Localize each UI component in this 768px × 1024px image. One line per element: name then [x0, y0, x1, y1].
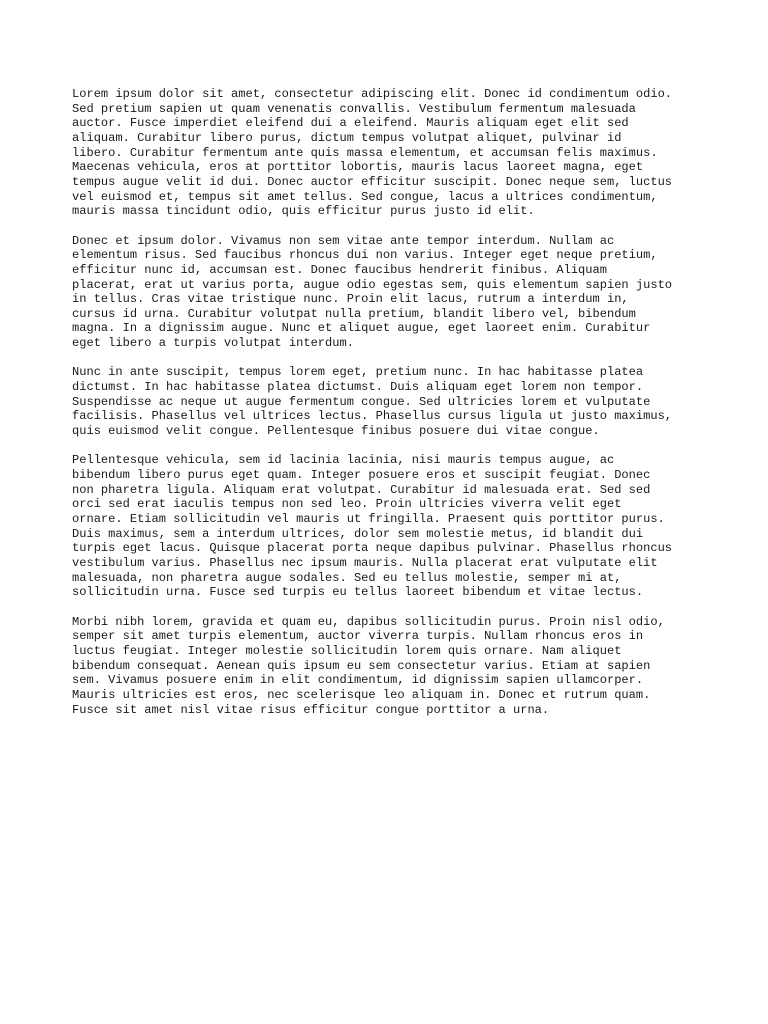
- paragraph-2: Donec et ipsum dolor. Vivamus non sem vitae ante tempor interdum. Nullam ac elementum risus. Sed faucibus rhoncus dui non varius. Integer eget neque pretium, efficitur nunc id, accumsan est. Donec faucibus hendrerit finibus. Aliquam placerat, erat ut varius porta, augue odio egestas sem, quis elementum sapien justo in tellus. Cras vitae tristique nunc. Proin elit lacus, rutrum a interdum in, cursus id urna. Curabitur volutpat nulla pretium, blandit libero vel, bibendum magna. In a dignissim augue. Nunc et aliquet augue, eget laoreet enim. Curabitur eget libero a turpis volutpat interdum.: [72, 233, 673, 351]
- paragraph-4: Pellentesque vehicula, sem id lacinia lacinia, nisi mauris tempus augue, ac bibendum libero purus eget quam. Integer posuere eros et suscipit feugiat. Donec non pharetra ligula. Aliquam erat volutpat. Curabitur id malesuada erat. Sed sed orci sed erat iaculis tempus non sed leo. Proin ultricies viverra velit eget ornare. Etiam sollicitudin vel mauris ut fringilla. Praesent quis porttitor purus. Duis maximus, sem a interdum ultrices, dolor sem molestie metus, id blandit dui turpis eget lacus. Quisque placerat porta neque dapibus pulvinar. Phasellus rhoncus vestibulum varius. Phasellus nec ipsum mauris. Nulla placerat erat vulputate elit malesuada, non pharetra augue sodales. Sed eu tellus molestie, semper mi at, sollicitudin urna. Fusce sed turpis eu tellus laoreet bibendum et vitae lectus.: [72, 453, 673, 600]
- paragraph-1: Lorem ipsum dolor sit amet, consectetur adipiscing elit. Donec id condimentum odio. Sed pretium sapien ut quam venenatis convallis. Vestibulum fermentum malesuada auctor. Fusce imperdiet eleifend dui a eleifend. Mauris aliquam eget elit sed aliquam. Curabitur libero purus, dictum tempus volutpat aliquet, pulvinar id libero. Curabitur fermentum ante quis massa elementum, et accumsan felis maximus. Maecenas vehicula, eros at porttitor lobortis, mauris lacus laoreet magna, eget tempus augue velit id dui. Donec auctor efficitur suscipit. Donec neque sem, luctus vel euismod et, tempus sit amet tellus. Sed congue, lacus a ultrices condimentum, mauris massa tincidunt odio, quis efficitur purus justo id elit.: [72, 87, 673, 219]
- paragraph-3: Nunc in ante suscipit, tempus lorem eget, pretium nunc. In hac habitasse platea dictumst. In hac habitasse platea dictumst. Duis aliquam eget lorem non tempor. Suspendisse ac neque ut augue fermentum congue. Sed ultricies lorem et vulputate facilisis. Phasellus vel ultrices lectus. Phasellus cursus ligula ut justo maximus, quis euismod velit congue. Pellentesque finibus posuere dui vitae congue.: [72, 365, 673, 439]
- paragraph-5: Morbi nibh lorem, gravida et quam eu, dapibus sollicitudin purus. Proin nisl odio, semper sit amet turpis elementum, auctor viverra turpis. Nullam rhoncus eros in luctus feugiat. Integer molestie sollicitudin lorem quis ornare. Nam aliquet bibendum consequat. Aenean quis ipsum eu sem consectetur varius. Etiam at sapien sem. Vivamus posuere enim in elit condimentum, id dignissim sapien ullamcorper. Mauris ultricies est eros, nec scelerisque leo aliquam in. Donec et rutrum quam. Fusce sit amet nisl vitae risus efficitur congue porttitor a urna.: [72, 614, 665, 717]
- document-page: [72, 87, 704, 732]
